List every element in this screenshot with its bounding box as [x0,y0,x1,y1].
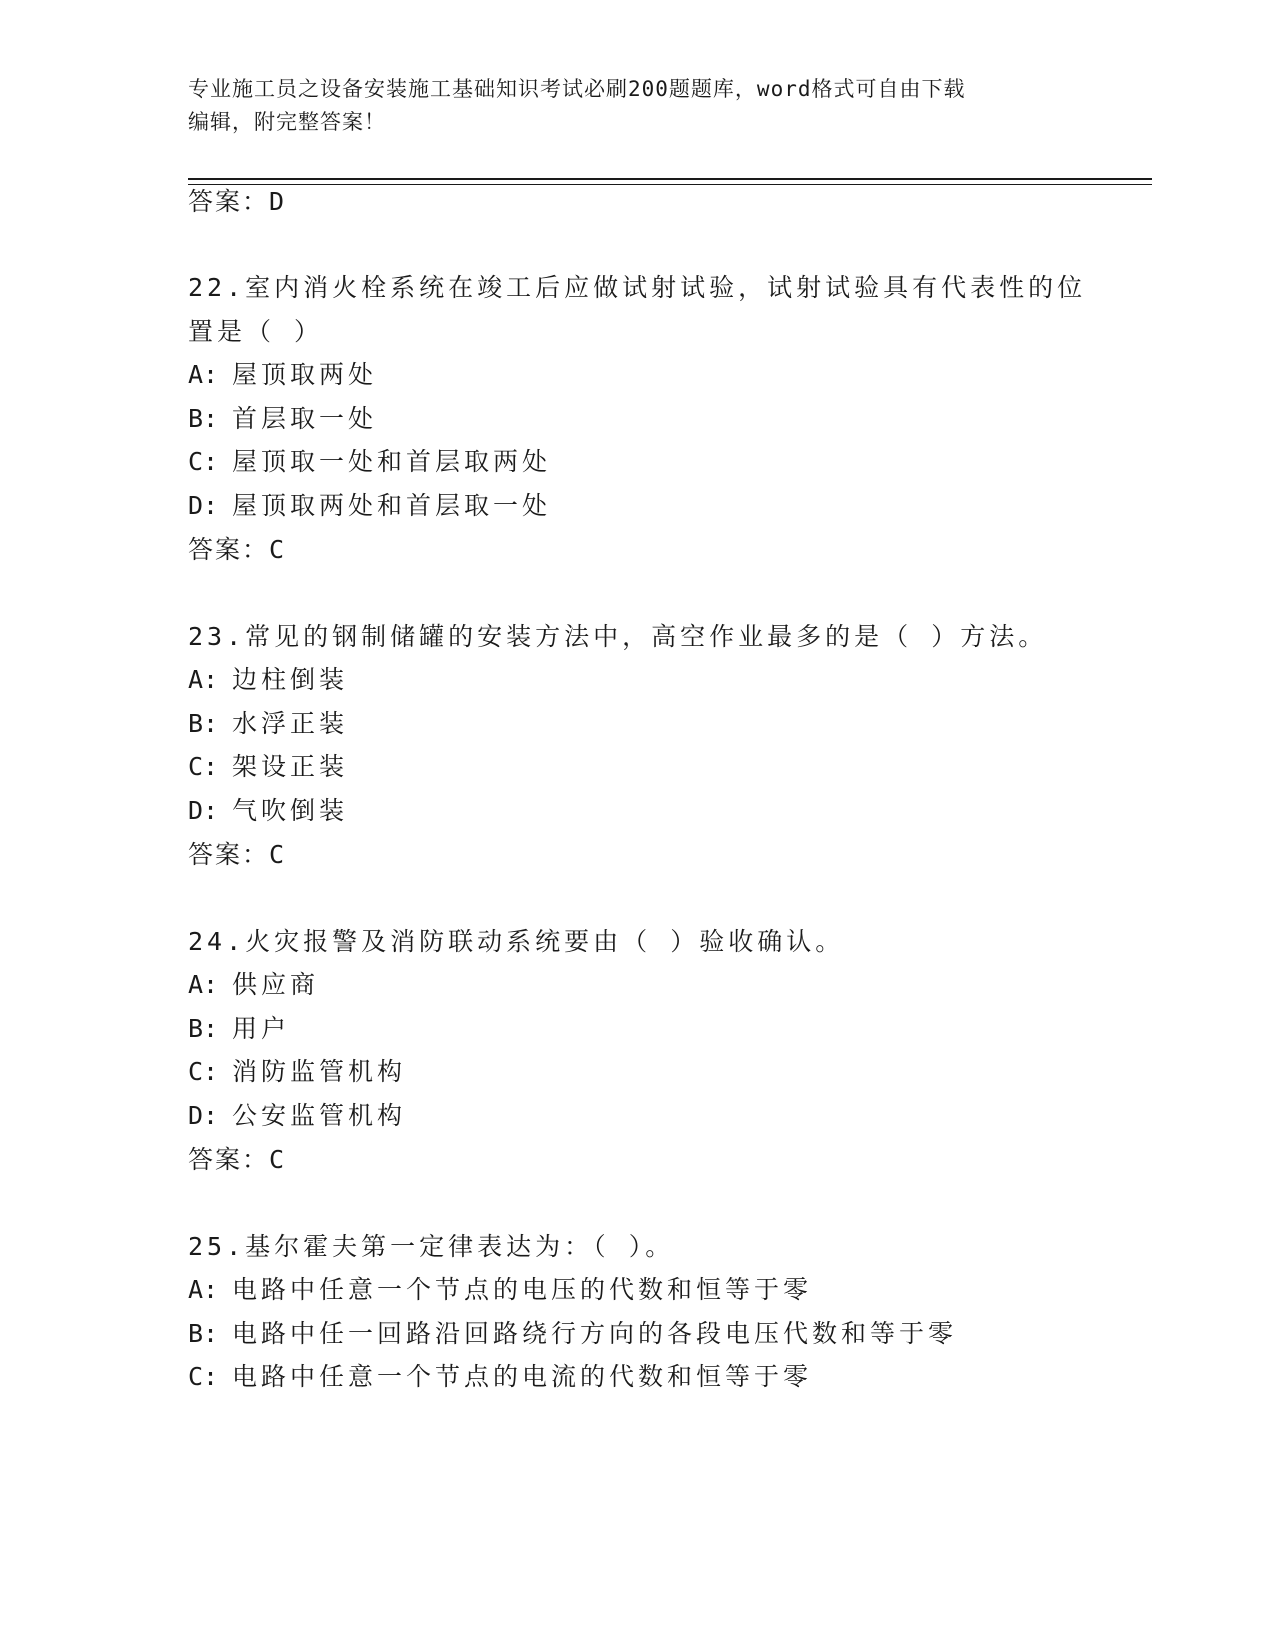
question-23-option-b [188,706,348,742]
option-text: 气吹倒装 [232,796,349,825]
header-divider-thin [188,184,1152,185]
question-23-option-c [188,749,348,785]
option-letter: B: [188,404,219,433]
answer-line-23 [188,837,285,873]
option-letter: A: [188,1275,219,1304]
option-text: 消防监管机构 [232,1057,407,1086]
option-letter: D: [188,796,219,825]
page-header [188,73,1088,139]
answer-line-24 [188,1142,285,1178]
answer-label: 答案： [188,1145,270,1174]
option-text: 电路中任意一个节点的电流的代数和恒等于零 [232,1362,813,1391]
question-22-option-a [188,357,377,393]
option-text: 公安监管机构 [232,1101,407,1130]
answer-line-22 [188,532,285,568]
answer-label: 答案： [188,187,270,216]
option-letter: B: [188,709,219,738]
answer-value: C [269,840,286,869]
question-25-option-b [188,1316,957,1352]
option-letter: D: [188,491,219,520]
option-letter: C: [188,447,219,476]
question-24-stem-line-1: 24.火灾报警及消防联动系统要由（ ）验收确认。 [188,927,845,956]
option-letter: A: [188,665,219,694]
option-text: 电路中任意一个节点的电压的代数和恒等于零 [232,1275,813,1304]
answer-value: C [269,1145,286,1174]
answer-value: D [269,187,286,216]
option-text: 屋顶取两处和首层取一处 [232,491,552,520]
answer-label: 答案： [188,840,270,869]
question-22-option-d [188,488,551,524]
question-23-stem-line-1: 23.常见的钢制储罐的安装方法中，高空作业最多的是（ ）方法。 [188,622,1048,651]
option-letter: B: [188,1014,219,1043]
question-22-stem-line-1: 22.室内消火栓系统在竣工后应做试射试验，试射试验具有代表性的位 [188,273,1087,302]
question-24-option-d [188,1098,406,1134]
question-24-option-b [188,1011,290,1047]
option-text: 用户 [232,1014,291,1043]
question-25-stem-line-1: 25.基尔霍夫第一定律表达为：（ ）。 [188,1232,675,1261]
question-22-stem-line-2: 置是（ ） [188,317,324,346]
option-text: 屋顶取两处 [232,360,378,389]
option-letter: B: [188,1319,219,1348]
question-23-option-a [188,662,348,698]
answer-label: 答案： [188,535,270,564]
answer-line-21 [188,184,285,220]
option-letter: C: [188,752,219,781]
option-letter: A: [188,970,219,999]
option-letter: C: [188,1362,219,1391]
option-letter: A: [188,360,219,389]
question-22-option-b [188,401,377,437]
option-text: 首层取一处 [232,404,378,433]
option-text: 水浮正装 [232,709,349,738]
header-divider-thick [188,178,1152,180]
header-line-2: 编辑，附完整答案！ [188,110,386,134]
option-letter: C: [188,1057,219,1086]
question-24-option-a [188,967,319,1003]
option-text: 供应商 [232,970,320,999]
question-25-option-c [188,1359,812,1395]
option-text: 屋顶取一处和首层取两处 [232,447,552,476]
option-text: 边柱倒装 [232,665,349,694]
header-line-1: 专业施工员之设备安装施工基础知识考试必刷200题题库，word格式可自由下载 [188,77,966,101]
question-24-option-c [188,1054,406,1090]
option-text: 架设正装 [232,752,349,781]
question-22-option-c [188,444,551,480]
option-text: 电路中任一回路沿回路绕行方向的各段电压代数和等于零 [232,1319,958,1348]
option-letter: D: [188,1101,219,1130]
question-25-option-a [188,1272,812,1308]
answer-value: C [269,535,286,564]
question-23-option-d [188,793,348,829]
